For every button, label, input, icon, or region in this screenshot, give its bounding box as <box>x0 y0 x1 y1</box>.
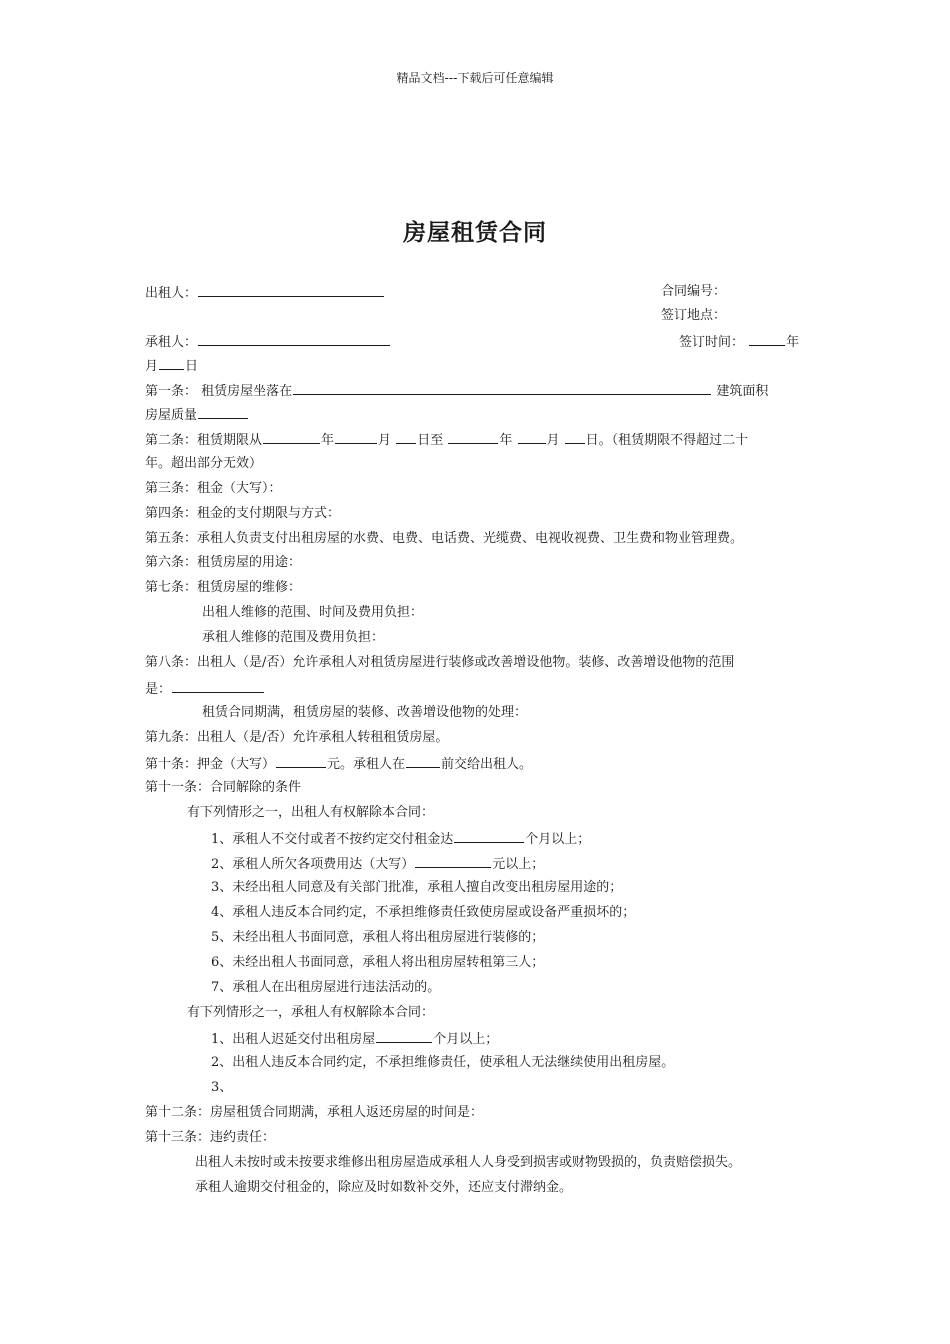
lessor-cond-2-text: 2、承租人所欠各项费用达（大写） <box>211 857 415 872</box>
term-end-day-blank[interactable] <box>565 430 585 444</box>
lessee-cond-3: 3、 <box>211 1080 233 1095</box>
lessor-cond-5: 5、未经出租人书面同意，承租人将出租房屋进行装修的； <box>211 930 545 945</box>
lessee-termination-intro: 有下列情形之一，承租人有权解除本合同： <box>187 1005 435 1020</box>
article-13-para-2: 承租人逾期交付租金的，除应及时如数补交外，还应支付滞纳金。 <box>195 1180 573 1195</box>
article-2-label: 第二条： <box>145 433 198 448</box>
lessor-cond-1-end: 个月以上； <box>525 832 591 847</box>
lessor-cond-6: 6、未经出租人书面同意，承租人将出租房屋转租第三人； <box>211 955 545 970</box>
lessor-cond-1-text: 1、承租人不交付或者不按约定交付租金达 <box>211 832 454 847</box>
page-header: 精品文档---下载后可任意编辑 <box>396 71 554 85</box>
article-8-cont <box>145 679 265 699</box>
delivery-delay-months-blank[interactable] <box>376 1029 432 1043</box>
sign-place-label: 签订地点： <box>661 308 727 323</box>
term-end-month-label: 月 <box>546 433 560 448</box>
article-2 <box>145 430 748 450</box>
article-8-sub: 租赁合同期满，租赁房屋的装修、改善增设他物的处理： <box>202 705 528 720</box>
lessor-cond-7: 7、承租人在出租房屋进行违法活动的。 <box>211 980 441 995</box>
deposit-unit: 元。承租人在 <box>327 757 406 772</box>
article-13-title: 第十三条：违约责任： <box>145 1130 276 1145</box>
lessee-cond-2: 2、出租人违反本合同约定，不承担维修责任，使承租人无法继续使用出租房屋。 <box>211 1055 675 1070</box>
article-3: 第三条：租金（大写）： <box>145 481 282 496</box>
document-title: 房屋租赁合同 <box>403 220 547 246</box>
term-end-year-blank[interactable] <box>448 430 498 444</box>
article-10 <box>145 754 532 774</box>
term-start-year-blank[interactable] <box>263 430 320 444</box>
fee-arrears-amount-blank[interactable] <box>415 854 491 868</box>
article-1-label: 第一条： <box>145 384 198 399</box>
renovation-scope-blank[interactable] <box>172 679 264 693</box>
term-end-year-label: 年 <box>499 433 513 448</box>
lessee-line <box>145 332 391 352</box>
article-9: 第九条：出租人（是/否）允许承租人转租租赁房屋。 <box>145 730 449 745</box>
article-7-item-2: 承租人维修的范围及费用负担： <box>202 630 385 645</box>
lessor-line <box>145 283 385 303</box>
lessor-cond-1 <box>211 829 590 849</box>
sign-year-blank[interactable] <box>749 332 785 346</box>
article-1 <box>145 381 768 401</box>
deposit-blank[interactable] <box>276 754 326 768</box>
article-13-para-1: 出租人未按时或未按要求维修出租房屋造成承租人人身受到损害或财物毁损的，负责赔偿损失。 <box>195 1155 742 1170</box>
deposit-label: 第十条：押金（大写） <box>145 757 276 772</box>
article-7-item-1: 出租人维修的范围、时间及费用负担： <box>202 605 424 620</box>
article-11-title: 第十一条：合同解除的条件 <box>145 780 302 795</box>
article-8-title: 第八条：出租人（是/否）允许承租人对租赁房屋进行装修或改善增设他物。装修、改善增设他物的范围 <box>145 655 735 670</box>
deposit-date-blank[interactable] <box>406 754 440 768</box>
floor-area-label: 建筑面积 <box>716 384 769 399</box>
lessor-termination-intro: 有下列情形之一，出租人有权解除本合同： <box>187 805 435 820</box>
lessor-cond-2 <box>211 854 544 874</box>
quality-blank[interactable] <box>198 405 248 419</box>
day-label: 日 <box>185 359 199 374</box>
term-from-label: 租赁期限从 <box>197 433 263 448</box>
quality-label: 房屋质量 <box>145 408 198 423</box>
lessee-cond-1 <box>211 1029 498 1049</box>
lessor-cond-2-end: 元以上； <box>492 857 545 872</box>
lessee-cond-1-text: 1、出租人迟延交付出租房屋 <box>211 1032 376 1047</box>
article-7-title: 第七条：租赁房屋的维修： <box>145 580 302 595</box>
sign-time-label: 签订时间： <box>679 335 745 350</box>
article-8-cont-label: 是： <box>145 682 172 697</box>
deposit-end: 前交给出租人。 <box>441 757 533 772</box>
article-5: 第五条：承租人负责支付出租房屋的水费、电费、电话费、光缆费、电视收视费、卫生费和物业管理费。 <box>145 531 744 546</box>
term-start-day-blank[interactable] <box>396 430 416 444</box>
article-6: 第六条：租赁房屋的用途： <box>145 555 302 570</box>
term-end-month-blank[interactable] <box>518 430 546 444</box>
article-12: 第十二条：房屋租赁合同期满，承租人返还房屋的时间是： <box>145 1105 484 1120</box>
lessor-label: 出租人： <box>145 286 198 301</box>
lessee-blank[interactable] <box>198 332 390 346</box>
month-label: 月 <box>145 359 159 374</box>
location-blank[interactable] <box>293 381 711 395</box>
contract-no-label: 合同编号： <box>661 284 727 299</box>
article-4: 第四条：租金的支付期限与方式： <box>145 506 341 521</box>
term-to-label: 日至 <box>417 433 444 448</box>
rent-arrears-months-blank[interactable] <box>454 829 524 843</box>
article-2-cont: 年。超出部分无效） <box>145 456 263 471</box>
sign-time-line <box>679 332 799 352</box>
article-1-text: 租赁房屋坐落在 <box>201 384 293 399</box>
lessee-cond-1-end: 个月以上； <box>433 1032 499 1047</box>
term-start-month-label: 月 <box>378 433 392 448</box>
year-label: 年 <box>786 335 800 350</box>
sign-date-line <box>145 356 198 376</box>
term-start-year-label: 年 <box>321 433 335 448</box>
lessor-cond-3: 3、未经出租人同意及有关部门批准，承租人擅自改变出租房屋用途的； <box>211 880 623 895</box>
term-end-day-label: 日。（租赁期限不得超过二十 <box>585 433 749 448</box>
lessee-label: 承租人： <box>145 335 198 350</box>
lessor-blank[interactable] <box>198 283 384 297</box>
term-start-month-blank[interactable] <box>335 430 377 444</box>
sign-month-blank[interactable] <box>159 356 184 370</box>
article-1-quality <box>145 405 249 425</box>
lessor-cond-4: 4、承租人违反本合同约定，不承担维修责任致使房屋或设备严重损坏的； <box>211 905 636 920</box>
